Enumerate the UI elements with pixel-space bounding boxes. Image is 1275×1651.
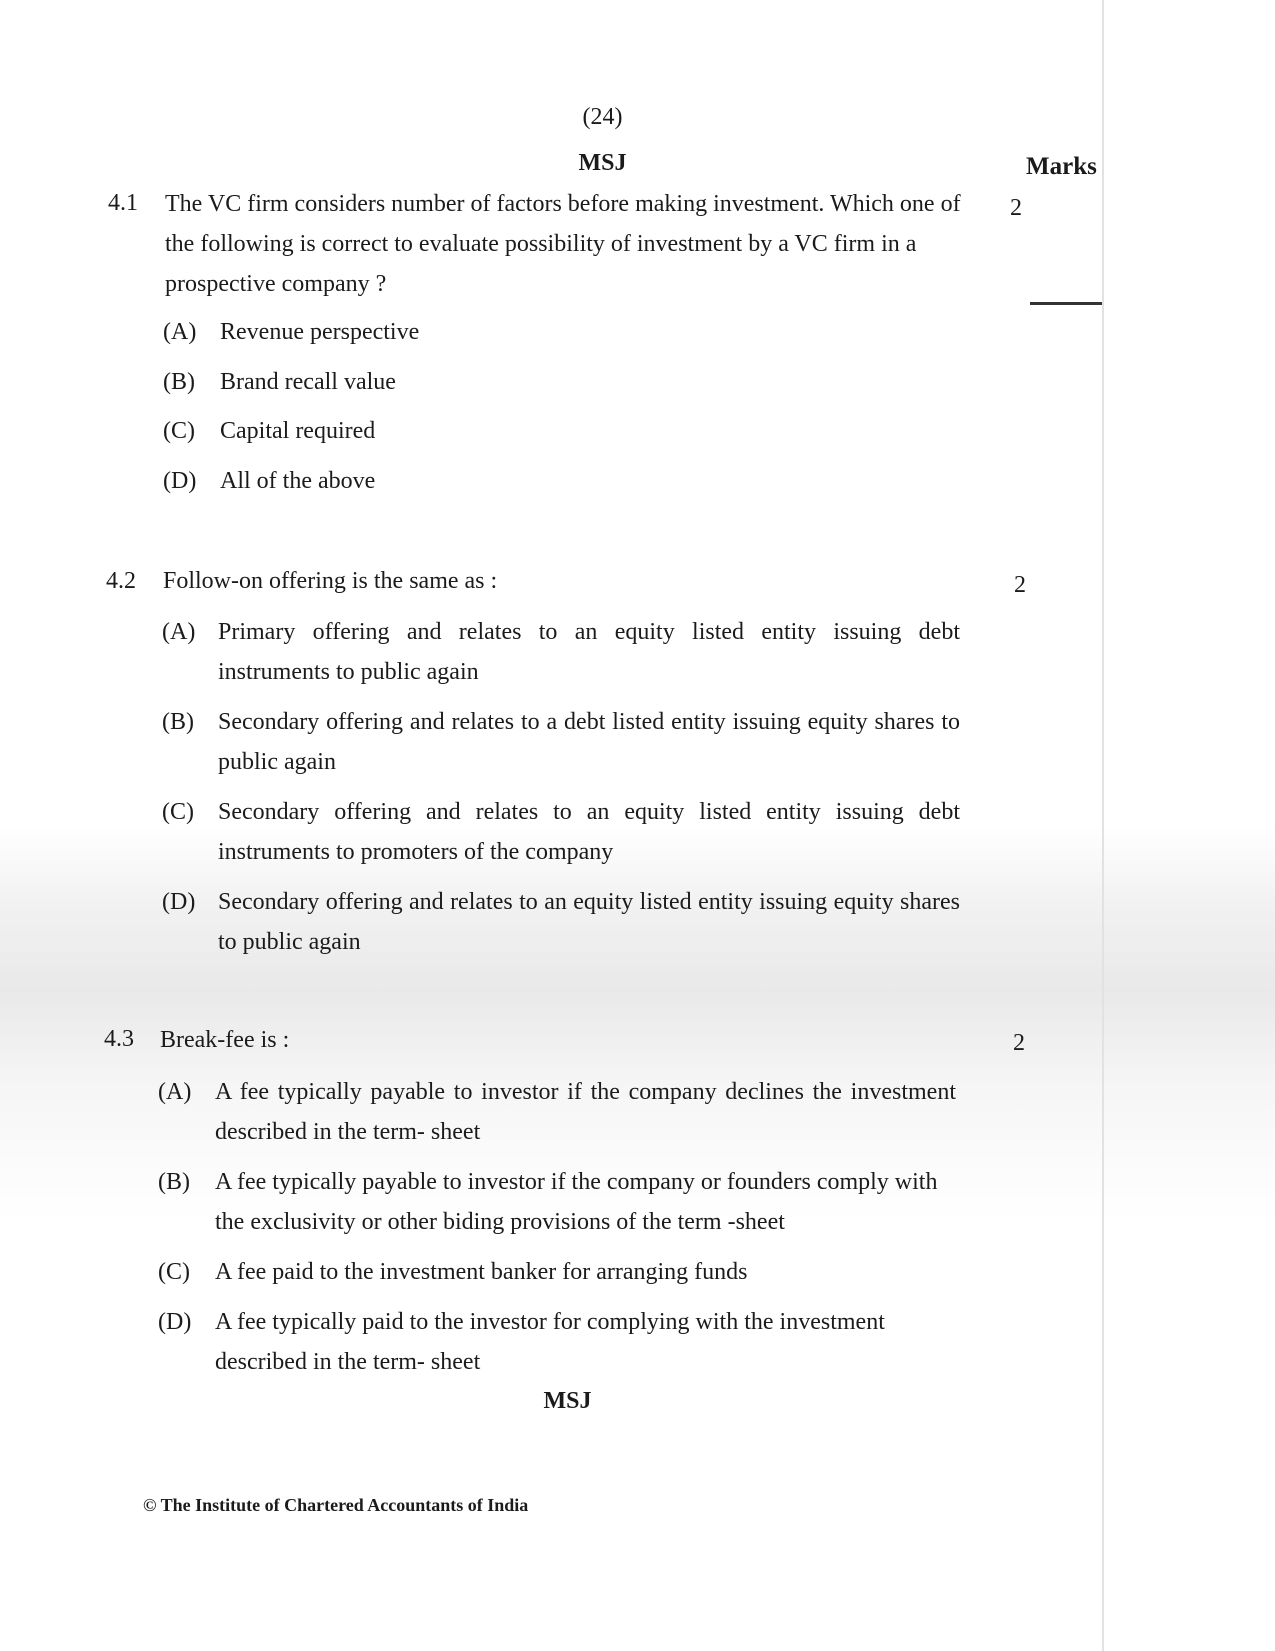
margin-rule: [1030, 302, 1102, 305]
page-number: (24): [582, 104, 623, 130]
option-label: (C): [162, 799, 194, 825]
option-text: A fee typically payable to investor if the company or founders comply with the exclusivity or other biding provisions of the term -sheet: [215, 1169, 938, 1235]
option-label: (C): [163, 418, 195, 444]
option-label: (B): [163, 369, 195, 395]
option-label: (A): [163, 319, 197, 345]
paper-code-footer: MSJ: [543, 1388, 592, 1414]
question-text: Follow-on offering is the same as :: [163, 568, 498, 594]
option-label: (C): [158, 1259, 190, 1285]
question-text: The VC firm considers number of factors before making investment. Which one of the following is correct to evaluate possibility of investment by a VC firm in a prospective company ?: [165, 191, 961, 297]
option-text: Secondary offering and relates to a debt listed entity issuing equity shares to public again: [218, 709, 960, 775]
question-number: 4.3: [104, 1026, 134, 1052]
question-marks: 2: [1014, 572, 1026, 598]
option-label: (D): [162, 889, 196, 915]
option-b: [158, 1162, 958, 1242]
option-text: A fee typically payable to investor if the company declines the investment described in the term- sheet: [215, 1079, 956, 1145]
option-label: (A): [158, 1079, 192, 1105]
copyright-notice: © The Institute of Chartered Accountants of India: [143, 1495, 529, 1515]
option-text: A fee typically paid to the investor for complying with the investment described in the term- sheet: [215, 1309, 885, 1375]
option-d: [162, 882, 962, 962]
paper-code-header: MSJ: [578, 150, 627, 176]
option-a: [162, 612, 962, 692]
option-c: [162, 792, 962, 872]
question-text: Break-fee is :: [160, 1027, 290, 1053]
marks-column-header: Marks: [1026, 153, 1097, 180]
option-text: Brand recall value: [220, 369, 396, 395]
option-label: (A): [162, 619, 196, 645]
option-text: Secondary offering and relates to an equity listed entity issuing equity shares to public again: [218, 889, 960, 955]
option-text: Secondary offering and relates to an equity listed entity issuing debt instruments to promoters of the company: [218, 799, 960, 865]
option-label: (B): [162, 709, 194, 735]
option-text: A fee paid to the investment banker for arranging funds: [215, 1259, 748, 1285]
option-d: [158, 1302, 958, 1382]
option-label: (D): [163, 468, 197, 494]
question-marks: 2: [1010, 195, 1022, 221]
question-number: 4.2: [106, 568, 136, 594]
option-label: (D): [158, 1309, 192, 1335]
option-b: [162, 702, 962, 782]
question-marks: 2: [1013, 1030, 1025, 1056]
question-number: 4.1: [108, 190, 138, 216]
option-a: [158, 1072, 958, 1152]
option-text: Capital required: [220, 418, 376, 444]
option-text: Primary offering and relates to an equity listed entity issuing debt instruments to public again: [218, 619, 960, 685]
option-text: All of the above: [220, 468, 376, 494]
option-text: Revenue perspective: [220, 319, 420, 345]
option-label: (B): [158, 1169, 190, 1195]
